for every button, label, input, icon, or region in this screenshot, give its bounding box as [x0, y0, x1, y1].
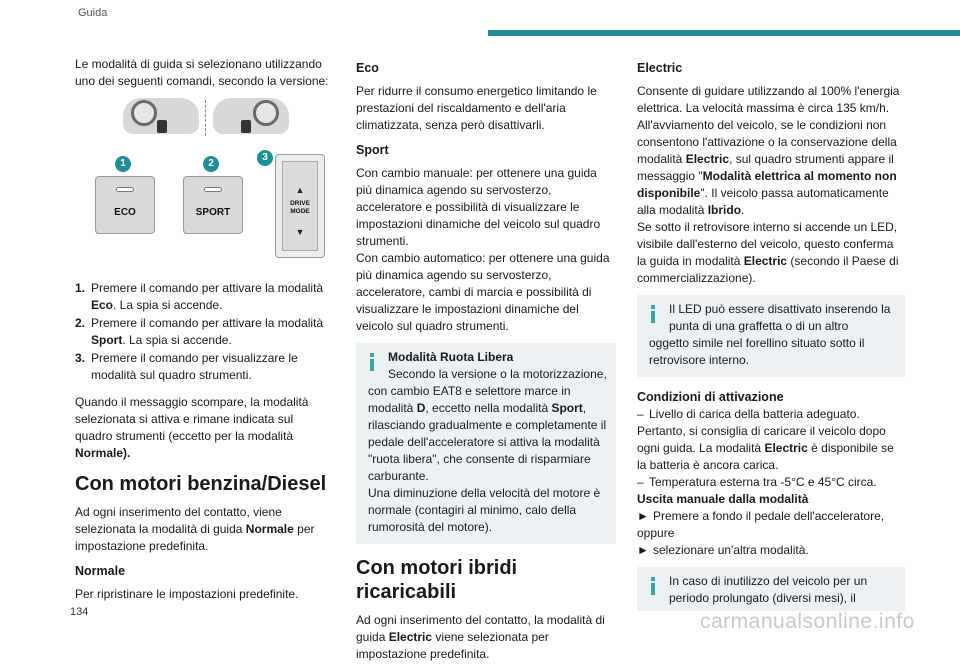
info-note-freewheel: Modalità Ruota Libera Secondo la versione o la motorizzazione, con cambio EAT8 e selettore marce in modalità D, eccetto nella modalità Sport, rilasciando gradualmente e completamente il pedale dell'acceleratore si attiva la modalità "ruota libera", che consente di risparmiare carburante. Una diminuzione della velocità del motore è normale (contagiri al minimo, calo della rumorosità del motore).: [356, 343, 616, 544]
column-1: [75, 56, 333, 611]
after-steps-text: Quando il messaggio scompare, la modalità selezionata si attiva e rimane indicata sul quadro strumenti (eccetto per la modalità Normale).: [75, 395, 309, 460]
drive-mode-switch-illustration: [275, 154, 325, 258]
callout-badge-1: 1: [115, 156, 131, 172]
column-3: [637, 56, 905, 623]
info-note-inactivity: In caso di inutilizzo del veicolo per un periodo prolungato (diversi mesi), il: [637, 567, 905, 611]
callout-badge-2: 2: [203, 156, 219, 172]
drive-mode-label: DRIVE MODE: [290, 200, 310, 215]
normale-text: Per ripristinare le impostazioni predefinite.: [75, 587, 299, 601]
arrow-right-icon: ►: [637, 509, 649, 523]
arrow-up-icon: ▲: [295, 185, 305, 195]
intro-text: Le modalità di guida si selezionano utilizzando uno dei seguenti comandi, secondo la versione:: [75, 57, 329, 88]
control-knob-icon: [241, 120, 251, 133]
note-title: Modalità Ruota Libera: [388, 350, 514, 364]
eco-button-illustration: [95, 176, 155, 234]
watermark: carmanualsonline.info: [700, 610, 915, 633]
sport-button-label: SPORT: [195, 207, 231, 218]
heading-sport: Sport: [356, 143, 389, 157]
oppure-text: oppure: [637, 526, 675, 540]
drive-mode-controls-figure: [75, 98, 335, 270]
list-item: 1. Premere il comando per attivare la modalità Eco. La spia si accende.: [75, 281, 324, 312]
list-item: – Temperatura esterna tra -5°C e 45°C circa.: [637, 475, 877, 489]
steering-wheel-rhd-illustration: [213, 98, 289, 134]
info-icon: [370, 353, 374, 371]
heading-normale: Normale: [75, 564, 126, 578]
section-heading-hybrid: Con motori ibridi ricaricabili: [356, 557, 518, 603]
arrow-right-icon: ►: [637, 543, 649, 557]
info-icon: [651, 305, 655, 323]
eco-button-label: ECO: [114, 207, 136, 218]
list-item: 3. Premere il comando per visualizzare le modalità sul quadro strumenti.: [75, 351, 298, 382]
hybrid-text: Ad ogni inserimento del contatto, la modalità di guida Electric viene selezionata per impostazione predefinita.: [356, 613, 605, 661]
heading-eco: Eco: [356, 61, 379, 75]
info-icon: [651, 577, 655, 595]
arrow-down-icon: ▼: [295, 227, 305, 237]
list-item: ► Premere a fondo il pedale dell'acceleratore,: [637, 509, 885, 523]
info-note-led: Il LED può essere disattivato inserendo la punta di una graffetta o di un altro oggetto simile nel forellino situato sotto il retrovisore interno.: [637, 295, 905, 377]
sport-text-automatic: Con cambio automatico: per ottenere una guida più dinamica agendo su servosterzo, acceleratore, cambi di marcia e possibilità di visualizzare le impostazioni dinamiche del veicolo sul quadro strumenti.: [356, 251, 610, 333]
eco-text: Per ridurre il consumo energetico limitando le prestazioni del riscaldamento e dell'aria climatizzata, senza però disattivarli.: [356, 84, 597, 132]
steering-wheel-lhd-illustration: [123, 98, 199, 134]
heading-activation-conditions: Condizioni di attivazione: [637, 390, 784, 404]
divider-dashed: [205, 100, 206, 136]
list-item: 2. Premere il comando per attivare la modalità Sport. La spia si accende.: [75, 316, 324, 347]
steering-wheel-icon: [253, 100, 279, 126]
header-section-title: Guida: [78, 7, 108, 19]
sport-text-manual: Con cambio manuale: per ottenere una guida più dinamica agendo su servosterzo, acceleratore e possibilità di visualizzare le impostazioni dinamiche del veicolo sul quadro strumenti.: [356, 166, 601, 248]
electric-text-3: Se sotto il retrovisore interno si accende un LED, visibile dall'esterno del veicolo, questo conferma la guida in modalità Electric (secondo il Paese di commercializzazione).: [637, 220, 899, 285]
list-item: ► selezionare un'altra modalità.: [637, 543, 809, 557]
callout-badge-3: 3: [257, 150, 273, 166]
charge-advice-text: Pertanto, si consiglia di caricare il veicolo dopo ogni guida. La modalità Electric è disponibile se la batteria è ancora carica.: [637, 424, 894, 472]
eco-led-indicator: [116, 187, 134, 192]
sport-button-illustration: [183, 176, 243, 234]
sport-led-indicator: [204, 187, 222, 192]
header-accent-bar: [488, 30, 960, 36]
section-heading-petrol-diesel: Con motori benzina/Diesel: [75, 473, 327, 495]
steering-wheel-icon: [131, 100, 157, 126]
list-item: – Livello di carica della batteria adeguato.: [637, 407, 860, 421]
heading-manual-exit: Uscita manuale dalla modalità: [637, 492, 809, 506]
electric-text-1: Consente di guidare utilizzando al 100% l'energia elettrica. La velocità massima è circa 135 km/h.: [637, 84, 900, 115]
steps-list: [75, 280, 333, 384]
page-number: 134: [70, 606, 89, 618]
electric-text-2: All'avviamento del veicolo, se le condizioni non consentono l'attivazione o la conservazione della modalità Electric, sul quadro strumenti appare il messaggio "Modalità elettrica al momento non disponibile". Il veicolo passa automaticamente alla modalità Ibrido.: [637, 118, 897, 217]
control-knob-icon: [157, 120, 167, 133]
petrol-diesel-text: Ad ogni inserimento del contatto, viene selezionata la modalità di guida Normale per impostazione predefinita.: [75, 505, 315, 553]
column-2: [356, 56, 616, 671]
heading-electric: Electric: [637, 61, 683, 75]
